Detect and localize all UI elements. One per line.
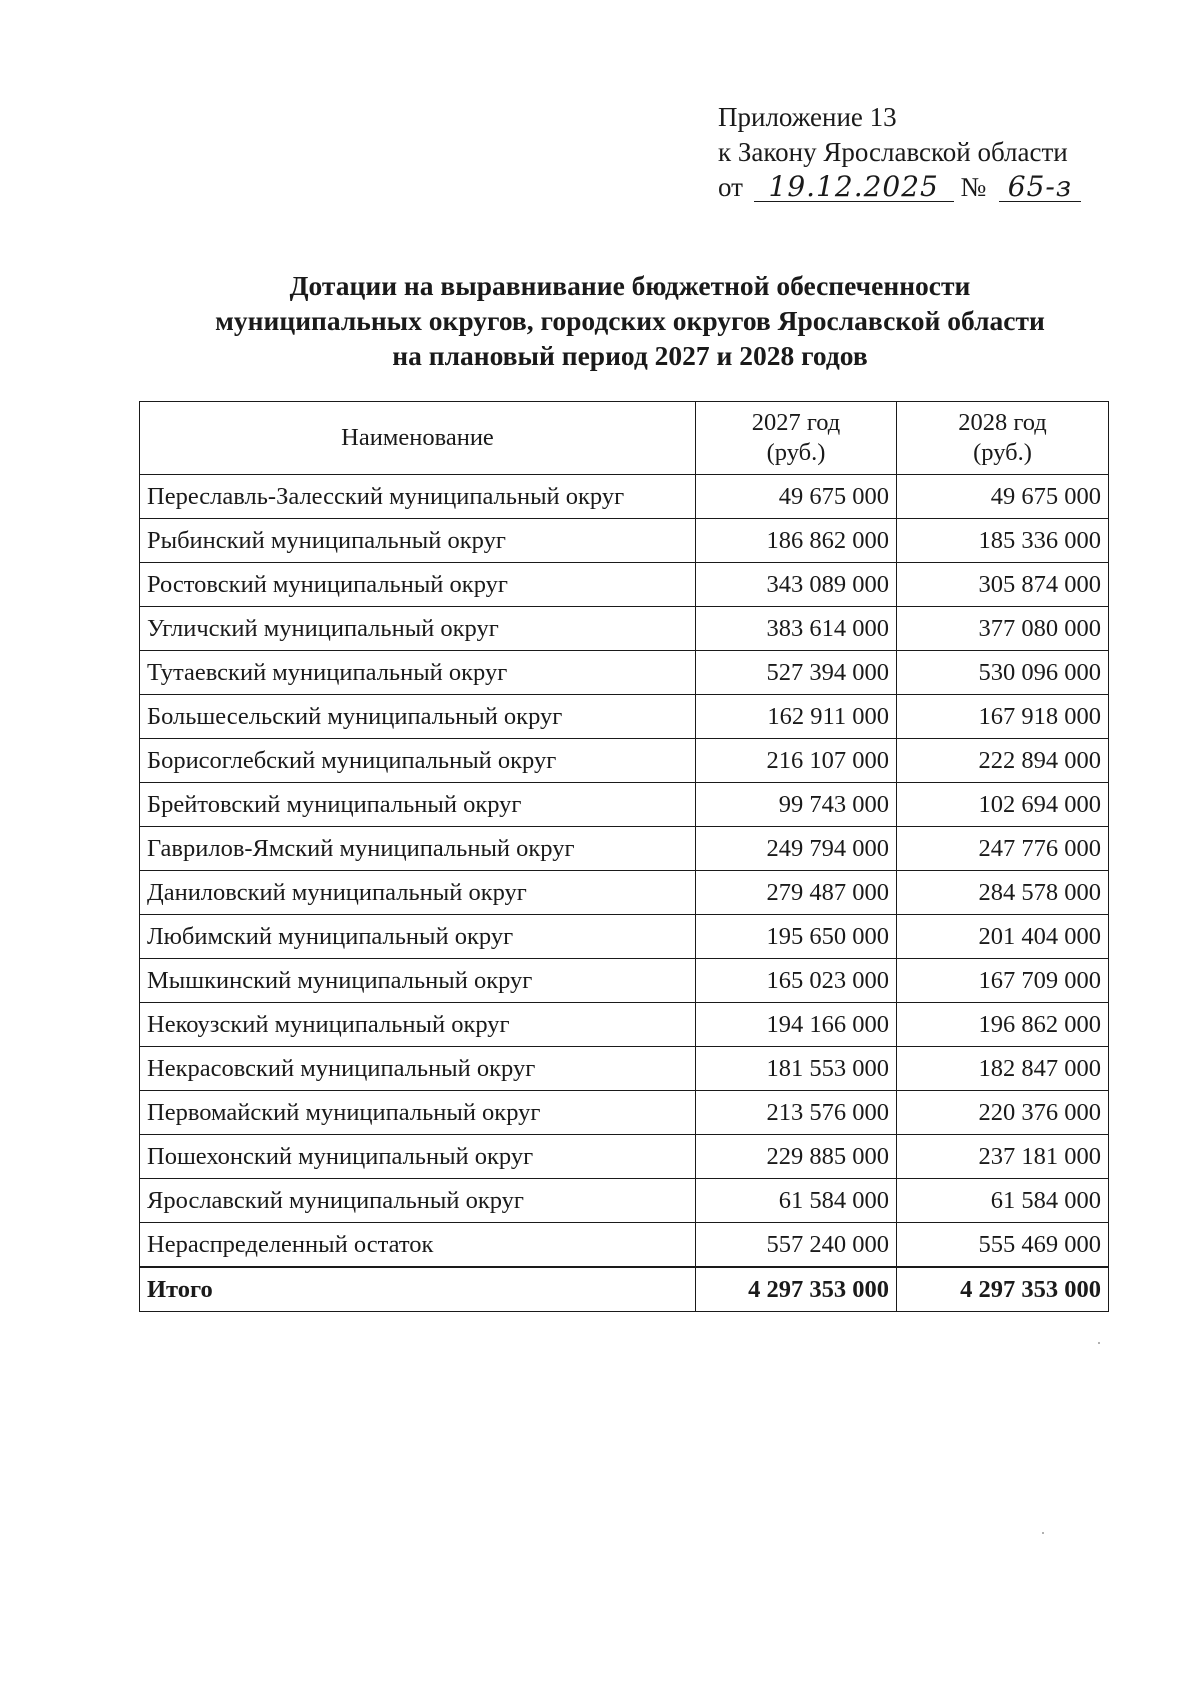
- header-2028: [897, 402, 1109, 475]
- table-row: [140, 871, 1109, 915]
- row-2028: 182 847 000: [897, 1047, 1109, 1091]
- row-2028: 167 918 000: [897, 695, 1109, 739]
- row-2027: 343 089 000: [696, 563, 897, 607]
- row-2028: 102 694 000: [897, 783, 1109, 827]
- row-2027: 195 650 000: [696, 915, 897, 959]
- row-2027: 213 576 000: [696, 1091, 897, 1135]
- handwritten-law-number: 65-з: [999, 173, 1081, 202]
- row-name: Мышкинский муниципальный округ: [140, 959, 696, 1003]
- appendix-date-line: [718, 170, 1081, 205]
- row-name: Тутаевский муниципальный округ: [140, 651, 696, 695]
- appendix-number: Приложение 13: [718, 102, 897, 132]
- number-sign: №: [960, 172, 987, 202]
- row-2028: 284 578 000: [897, 871, 1109, 915]
- handwritten-date: 19.12.2025: [754, 173, 954, 202]
- row-2027: 181 553 000: [696, 1047, 897, 1091]
- row-2028: 220 376 000: [897, 1091, 1109, 1135]
- title-line-2: муниципальных округов, городских округов Ярославской области: [215, 305, 1045, 336]
- row-2028: 222 894 000: [897, 739, 1109, 783]
- table-row: [140, 827, 1109, 871]
- scan-artifact: [1098, 1342, 1100, 1344]
- header-name: Наименование: [140, 402, 696, 475]
- table-row: [140, 651, 1109, 695]
- row-2027: 194 166 000: [696, 1003, 897, 1047]
- table-row: [140, 1047, 1109, 1091]
- row-2028: 377 080 000: [897, 607, 1109, 651]
- table-row: [140, 1179, 1109, 1223]
- row-2027: 165 023 000: [696, 959, 897, 1003]
- row-name: Угличский муниципальный округ: [140, 607, 696, 651]
- row-2027: 557 240 000: [696, 1223, 897, 1268]
- table-row: [140, 1091, 1109, 1135]
- row-2028: 196 862 000: [897, 1003, 1109, 1047]
- row-name: Пошехонский муниципальный округ: [140, 1135, 696, 1179]
- row-2028: 185 336 000: [897, 519, 1109, 563]
- row-2028: 530 096 000: [897, 651, 1109, 695]
- header-2027: [696, 402, 897, 475]
- row-2028: 305 874 000: [897, 563, 1109, 607]
- row-name: Большесельский муниципальный округ: [140, 695, 696, 739]
- row-name: Гаврилов-Ямский муниципальный округ: [140, 827, 696, 871]
- row-name: Ярославский муниципальный округ: [140, 1179, 696, 1223]
- row-name: Борисоглебский муниципальный округ: [140, 739, 696, 783]
- header-2028-year: 2028 год: [958, 409, 1047, 436]
- row-name: Некрасовский муниципальный округ: [140, 1047, 696, 1091]
- row-name: Рыбинский муниципальный округ: [140, 519, 696, 563]
- title-line-3: на плановый период 2027 и 2028 годов: [392, 340, 868, 371]
- table-total-row: [140, 1267, 1109, 1312]
- row-2027: 61 584 000: [696, 1179, 897, 1223]
- row-name: Брейтовский муниципальный округ: [140, 783, 696, 827]
- table-row: [140, 915, 1109, 959]
- table-row: [140, 475, 1109, 519]
- row-2027: 99 743 000: [696, 783, 897, 827]
- grants-table: [139, 401, 1109, 1312]
- row-2027: 186 862 000: [696, 519, 897, 563]
- table-row: [140, 607, 1109, 651]
- total-2027: 4 297 353 000: [696, 1267, 897, 1312]
- row-2028: 201 404 000: [897, 915, 1109, 959]
- row-2028: 247 776 000: [897, 827, 1109, 871]
- row-2027: 162 911 000: [696, 695, 897, 739]
- row-name: Даниловский муниципальный округ: [140, 871, 696, 915]
- row-name: Переславль-Залесский муниципальный округ: [140, 475, 696, 519]
- table-row: [140, 695, 1109, 739]
- row-name: Некоузский муниципальный округ: [140, 1003, 696, 1047]
- row-2027: 527 394 000: [696, 651, 897, 695]
- table-row: [140, 1223, 1109, 1268]
- appendix-header: [718, 100, 1081, 205]
- table-row: [140, 959, 1109, 1003]
- row-2028: 49 675 000: [897, 475, 1109, 519]
- header-2028-unit: (руб.): [973, 439, 1032, 466]
- header-2027-year: 2027 год: [751, 409, 841, 436]
- table-row: [140, 1003, 1109, 1047]
- table-row: [140, 783, 1109, 827]
- row-name: Любимский муниципальный округ: [140, 915, 696, 959]
- table-header-row: [140, 402, 1109, 475]
- row-2027: 49 675 000: [696, 475, 897, 519]
- title-line-1: Дотации на выравнивание бюджетной обеспеченности: [289, 270, 971, 301]
- row-2028: 237 181 000: [897, 1135, 1109, 1179]
- appendix-law-ref: к Закону Ярославской области: [718, 137, 1068, 167]
- row-2028: 555 469 000: [897, 1223, 1109, 1268]
- row-name: Нераспределенный остаток: [140, 1223, 696, 1268]
- table-row: [140, 519, 1109, 563]
- row-2027: 279 487 000: [696, 871, 897, 915]
- date-prefix: от: [718, 172, 743, 202]
- row-2027: 216 107 000: [696, 739, 897, 783]
- row-2028: 61 584 000: [897, 1179, 1109, 1223]
- row-2027: 249 794 000: [696, 827, 897, 871]
- row-name: Первомайский муниципальный округ: [140, 1091, 696, 1135]
- table-row: [140, 1135, 1109, 1179]
- header-2027-unit: (руб.): [766, 439, 826, 466]
- table-row: [140, 563, 1109, 607]
- document-title: [130, 268, 1130, 373]
- scan-artifact: [1042, 1532, 1044, 1534]
- table-row: [140, 739, 1109, 783]
- row-2028: 167 709 000: [897, 959, 1109, 1003]
- row-2027: 229 885 000: [696, 1135, 897, 1179]
- total-2028: 4 297 353 000: [897, 1267, 1109, 1312]
- total-label: Итого: [140, 1267, 696, 1312]
- row-2027: 383 614 000: [696, 607, 897, 651]
- row-name: Ростовский муниципальный округ: [140, 563, 696, 607]
